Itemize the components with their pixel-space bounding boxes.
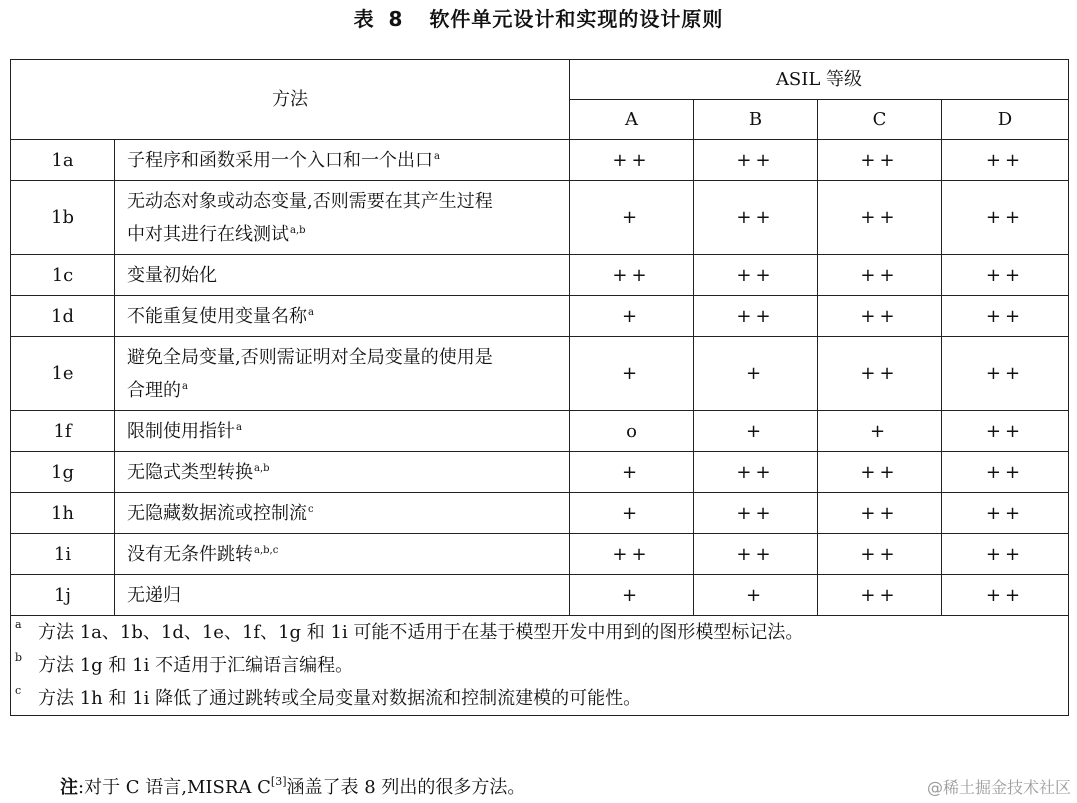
notes-row	[11, 616, 1069, 716]
rating-asil-d: ++	[942, 493, 1069, 534]
description-line	[127, 259, 557, 292]
note-a	[15, 616, 1056, 649]
method-id: 1h	[11, 493, 115, 534]
rating-asil-a: +	[570, 493, 694, 534]
description-text: 没有无条件跳转	[127, 543, 253, 565]
rating-asil-a: o	[570, 411, 694, 452]
method-description	[115, 411, 570, 452]
description-line	[127, 374, 557, 407]
description-text: 无动态对象或动态变量,否则需要在其产生过程	[127, 190, 493, 212]
rating-asil-c: ++	[818, 181, 942, 255]
method-id: 1a	[11, 140, 115, 181]
table-row	[11, 296, 1069, 337]
table-row	[11, 255, 1069, 296]
description-text: 无隐式类型转换	[127, 461, 253, 483]
rating-asil-c: ++	[818, 255, 942, 296]
rating-asil-a: +	[570, 452, 694, 493]
method-id: 1g	[11, 452, 115, 493]
footnote-marker: a	[434, 150, 440, 162]
rating-asil-b: +	[694, 337, 818, 411]
rating-asil-c: ++	[818, 140, 942, 181]
rating-asil-d: ++	[942, 296, 1069, 337]
rating-asil-b: +	[694, 411, 818, 452]
method-description	[115, 296, 570, 337]
method-description	[115, 575, 570, 616]
note-c-text: 方法 1h 和 1i 降低了通过跳转或全局变量对数据流和控制流建模的可能性。	[38, 688, 642, 709]
table-row	[11, 452, 1069, 493]
footnote-text-after: 涵盖了表 8 列出的很多方法。	[286, 777, 526, 798]
footnote-text-before: :对于 C 语言,MISRA C	[78, 777, 271, 798]
rating-asil-b: ++	[694, 296, 818, 337]
table-row	[11, 493, 1069, 534]
rating-asil-b: ++	[694, 255, 818, 296]
description-line	[127, 341, 557, 374]
table-row	[11, 181, 1069, 255]
method-description	[115, 181, 570, 255]
description-text: 中对其进行在线测试	[127, 223, 289, 245]
rating-asil-d: ++	[942, 411, 1069, 452]
table-row	[11, 534, 1069, 575]
description-line	[127, 415, 557, 448]
method-description	[115, 255, 570, 296]
method-description	[115, 337, 570, 411]
rating-asil-b: ++	[694, 452, 818, 493]
footnote-marker: a,b	[254, 462, 270, 474]
description-text: 变量初始化	[127, 264, 217, 286]
description-text: 不能重复使用变量名称	[127, 305, 307, 327]
rating-asil-d: ++	[942, 575, 1069, 616]
rating-asil-a: ++	[570, 255, 694, 296]
header-level-a: A	[570, 100, 694, 140]
table-body	[11, 140, 1069, 616]
rating-asil-c: +	[818, 411, 942, 452]
rating-asil-a: +	[570, 575, 694, 616]
footnote	[60, 773, 525, 803]
rating-asil-c: ++	[818, 452, 942, 493]
table-title-text: 软件单元设计和实现的设计原则	[429, 7, 724, 31]
method-description	[115, 140, 570, 181]
rating-asil-a: ++	[570, 534, 694, 575]
note-c	[15, 682, 1056, 715]
rating-asil-c: ++	[818, 575, 942, 616]
note-a-mark: a	[15, 618, 22, 631]
header-method: 方法	[11, 60, 570, 140]
table-title-number: 8	[388, 7, 404, 31]
design-principles-table	[10, 59, 1069, 716]
method-id: 1f	[11, 411, 115, 452]
table-title-label: 表	[353, 7, 375, 31]
header-level-c: C	[818, 100, 942, 140]
rating-asil-c: ++	[818, 493, 942, 534]
description-line	[127, 300, 557, 333]
method-id: 1c	[11, 255, 115, 296]
rating-asil-d: ++	[942, 255, 1069, 296]
description-line	[127, 497, 557, 530]
method-id: 1e	[11, 337, 115, 411]
table-row	[11, 575, 1069, 616]
method-description	[115, 534, 570, 575]
header-level-b: B	[694, 100, 818, 140]
rating-asil-c: ++	[818, 296, 942, 337]
method-description	[115, 452, 570, 493]
rating-asil-d: ++	[942, 452, 1069, 493]
method-id: 1j	[11, 575, 115, 616]
header-asil-level: ASIL 等级	[570, 60, 1069, 100]
footnote-marker: c	[308, 503, 314, 515]
table-row	[11, 140, 1069, 181]
footnote-reference: [3]	[270, 775, 287, 788]
table-row	[11, 337, 1069, 411]
note-b-text: 方法 1g 和 1i 不适用于汇编语言编程。	[38, 655, 354, 676]
description-line	[127, 185, 557, 218]
description-text: 子程序和函数采用一个入口和一个出口	[127, 149, 433, 171]
rating-asil-c: ++	[818, 337, 942, 411]
rating-asil-d: ++	[942, 140, 1069, 181]
rating-asil-d: ++	[942, 181, 1069, 255]
description-line	[127, 456, 557, 489]
description-text: 避免全局变量,否则需证明对全局变量的使用是	[127, 346, 493, 368]
note-b	[15, 649, 1056, 682]
notes-cell	[11, 616, 1069, 716]
description-line	[127, 144, 557, 177]
rating-asil-b: +	[694, 575, 818, 616]
note-c-mark: c	[15, 684, 22, 697]
description-text: 限制使用指针	[127, 420, 235, 442]
watermark: @稀土掘金技术社区	[926, 778, 1071, 797]
rating-asil-b: ++	[694, 140, 818, 181]
method-id: 1d	[11, 296, 115, 337]
note-b-mark: b	[15, 651, 23, 664]
footnote-label: 注	[60, 777, 78, 798]
description-line	[127, 538, 557, 571]
rating-asil-b: ++	[694, 181, 818, 255]
method-id: 1i	[11, 534, 115, 575]
rating-asil-d: ++	[942, 534, 1069, 575]
description-text: 无隐藏数据流或控制流	[127, 502, 307, 524]
table-row	[11, 411, 1069, 452]
footnote-marker: a,b	[290, 224, 306, 236]
rating-asil-a: +	[570, 296, 694, 337]
description-text: 无递归	[127, 584, 181, 606]
footnote-marker: a	[236, 421, 242, 433]
header-level-d: D	[942, 100, 1069, 140]
description-line	[127, 579, 557, 612]
method-description	[115, 493, 570, 534]
method-id: 1b	[11, 181, 115, 255]
footnote-marker: a	[308, 306, 314, 318]
description-text: 合理的	[127, 379, 181, 401]
header-row-top	[11, 60, 1069, 100]
rating-asil-a: +	[570, 337, 694, 411]
note-a-text: 方法 1a、1b、1d、1e、1f、1g 和 1i 可能不适用于在基于模型开发中用到的图形模型标记法。	[38, 622, 804, 643]
rating-asil-b: ++	[694, 534, 818, 575]
table-title	[0, 4, 1077, 34]
footnote-marker: a	[182, 380, 188, 392]
rating-asil-a: ++	[570, 140, 694, 181]
rating-asil-d: ++	[942, 337, 1069, 411]
description-line	[127, 218, 557, 251]
rating-asil-c: ++	[818, 534, 942, 575]
rating-asil-a: +	[570, 181, 694, 255]
footnote-marker: a,b,c	[254, 544, 279, 556]
rating-asil-b: ++	[694, 493, 818, 534]
